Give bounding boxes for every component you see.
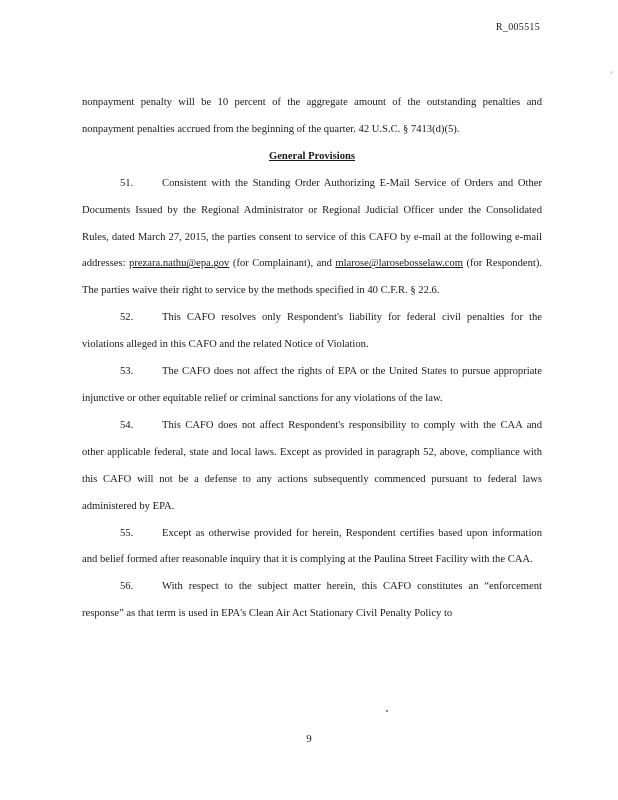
paragraph-text: (for Respondent). The parties waive their right to service by the methods specified in 40 C.F.R. § 22.6. [82, 258, 542, 297]
complainant-email-link[interactable]: prezara.nathu@epa.gov [129, 258, 230, 270]
page-number: 9 [306, 733, 312, 745]
paragraph-number: 56. [120, 581, 134, 593]
paragraph-55 [82, 521, 542, 575]
paragraph-text: Except as otherwise provided for herein, Respondent certifies based upon information and belief formed after reasonable inquiry that it is complying at the Paulina Street Facility with the CAA. [82, 527, 542, 566]
section-heading: General Provisions [268, 150, 356, 162]
paragraph-number: 53. [120, 366, 134, 378]
paragraph-number: 51. [120, 177, 134, 189]
respondent-email-link[interactable]: mlarose@larosebosselaw.com [335, 258, 463, 270]
margin-mark: ' [610, 70, 612, 80]
paragraph-text: (for Complainant), and [229, 258, 336, 270]
intro-line-1: nonpayment penalty will be 10 percent of the aggregate amount of the outstanding penalties and [82, 97, 542, 108]
paragraph-52 [82, 305, 542, 359]
paragraph-51 [82, 171, 542, 306]
footer-mark [386, 710, 388, 712]
paragraph-text: Consistent with the Standing Order Authorizing E-Mail Service of Orders and Other Documents Issued by the Regional Administrator or Regional Judicial Officer under the Consolidated Rules, dated March 27, 2015, the parties consent to service of this CAFO by e-mail at the following e-mail addresses: [82, 177, 542, 270]
bates-number: R_005515 [495, 22, 540, 33]
intro-line-2: nonpayment penalties accrued from the beginning of the quarter. 42 U.S.C. § 7413(d)(5). [82, 123, 460, 135]
intro-paragraph [82, 90, 542, 144]
paragraph-text: The CAFO does not affect the rights of EPA or the United States to pursue appropriate injunctive or other equitable relief or criminal sanctions for any violations of the law. [82, 366, 542, 404]
paragraph-text: This CAFO does not affect Respondent's responsibility to comply with the CAA and other applicable federal, state and local laws. Except as provided in paragraph 52, above, compliance with this CAFO will not be a defense to any actions subsequently commenced pursuant to federal laws administered by EPA. [82, 419, 542, 512]
paragraph-number: 54. [120, 419, 134, 431]
paragraph-54 [82, 413, 542, 521]
paragraph-53 [82, 359, 542, 413]
paragraph-number: 55. [120, 527, 134, 539]
paragraph-56 [82, 574, 542, 628]
document-body [82, 90, 542, 628]
paragraph-number: 52. [120, 312, 134, 324]
paragraph-text: This CAFO resolves only Respondent's liability for federal civil penalties for the violations alleged in this CAFO and the related Notice of Violation. [82, 312, 542, 351]
paragraph-text: With respect to the subject matter herein, this CAFO constitutes an “enforcement response” as that term is used in EPA's Clean Air Act Stationary Civil Penalty Policy to [82, 581, 542, 620]
